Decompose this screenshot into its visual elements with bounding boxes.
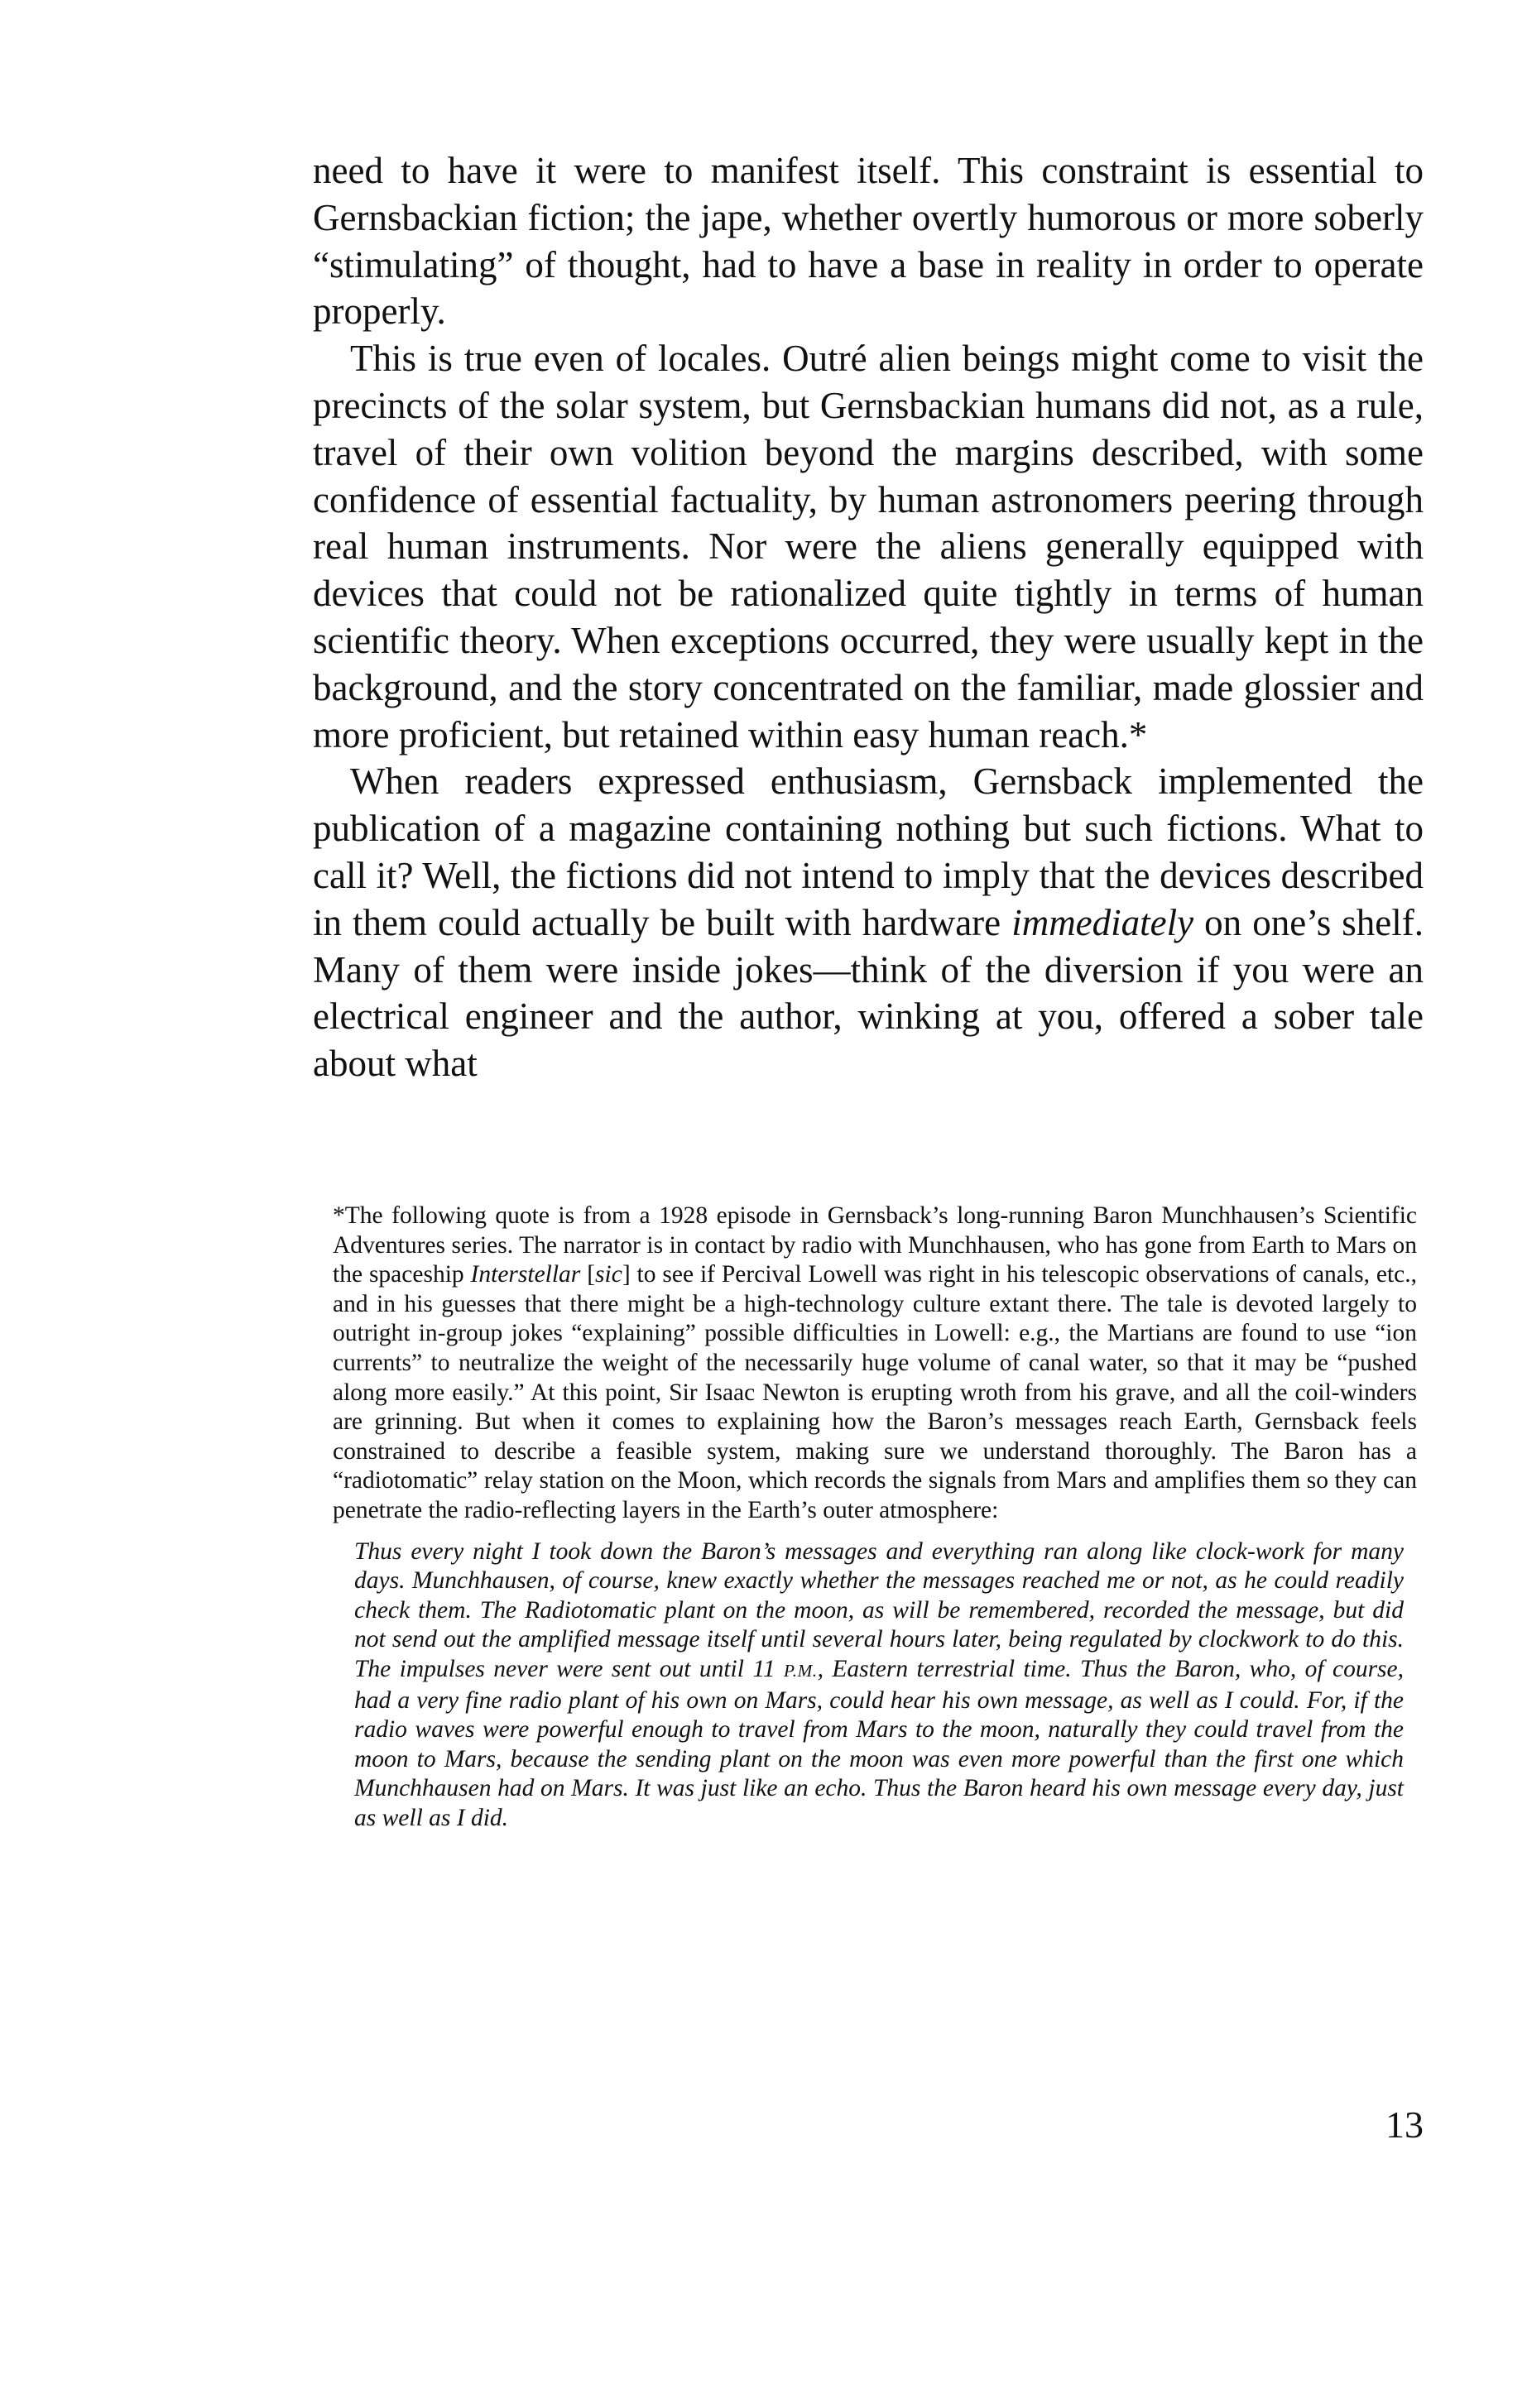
ship-name: Interstellar bbox=[470, 1261, 581, 1288]
quote-part-1: Thus every night I took down the Baron’s messages and everything ran along like clock-work for many days. Munchhausen, of course, knew exactly whether the messages reached me or not, as he could readily check them. The Radiotomatic plant on the moon, as will be remembered, recorded the message, but did not send out the amplified message itself until several hours later, being regulated by clockwork to do this. The impulses never were sent out until 11 bbox=[354, 1537, 1404, 1682]
block-quote bbox=[333, 1537, 1417, 1834]
footnote-part-1: *The following quote is from a 1928 episode in Gernsback’s long-running Baron Munchhausen’s Scientific Adventures series. The narrator is in contact by radio with Munchhausen, who has gone from Earth to Mars on the spaceship bbox=[333, 1202, 1417, 1288]
paragraph-3-start: When readers expressed enthusiasm, Gernsback implemented the publication of a magazine containing nothing but such fictions. What to call it? Well, the fictions did not intend to imply that the devices described in them could actually be built with hardware bbox=[313, 760, 1424, 943]
footnote bbox=[333, 1202, 1417, 1833]
page-number: 13 bbox=[1385, 2103, 1424, 2146]
paragraph-2: This is true even of locales. Outré alien beings might come to visit the precincts of the solar system, but Gernsbackian humans did not, as a rule, travel of their own volition beyond the margins described, with some confidence of essential factuality, by human astronomers peering through real human instruments. Nor were the aliens generally equipped with devices that could not be rationalized quite tightly in terms of human scientific theory. When exceptions occurred, they were usually kept in the background, and the story concentrated on the familiar, made glossier and more proficient, but retained within easy human reach.* bbox=[313, 338, 1424, 755]
sic-note: sic bbox=[595, 1261, 622, 1288]
emphasis-immediately: immediately bbox=[1011, 901, 1194, 943]
quote-pm: P.M. bbox=[784, 1660, 818, 1681]
paragraph-3 bbox=[313, 758, 1424, 1087]
quote-part-2: , Eastern terrestrial time. Thus the Baron, who, of course, had a very fine radio plant of his own on Mars, could hear his own message, as well as I could. For, if the radio waves were powerful enough to travel from Mars to the moon, naturally they could travel from the moon to Mars, because the sending plant on the moon was even more powerful than the first one which Munchhausen had on Mars. It was just like an echo. Thus the Baron heard his own message every day, just as well as I did. bbox=[354, 1655, 1404, 1831]
paragraph-1: need to have it were to manifest itself. This constraint is essential to Gernsbackian fiction; the jape, whether overtly humorous or more soberly “stimulating” of thought, had to have a base in reality in order to operate properly. bbox=[313, 150, 1424, 333]
bracket-open: [ bbox=[580, 1261, 596, 1288]
footnote-text bbox=[333, 1202, 1417, 1526]
footnote-part-2: ] to see if Percival Lowell was right in his telescopic observations of canals, etc., and in his guesses that there might be a high-technology culture extant there. The tale is devoted largely to outright in-group jokes “explaining” possible difficulties in Lowell: e.g., the Martians are found to use “ion currents” to neutralize the weight of the necessarily huge volume of canal water, so that it may be “pushed along more easily.” At this point, Sir Isaac Newton is erupting wroth from his grave, and all the coil-winders are grinning. But when it comes to explaining how the Baron’s messages reach Earth, Gernsback feels constrained to describe a feasible system, making sure we understand thoroughly. The Baron has a “radiotomatic” relay station on the Moon, which records the signals from Mars and amplifies them so they can penetrate the radio-reflecting layers in the Earth’s outer atmosphere: bbox=[333, 1261, 1417, 1523]
paragraph-3-end: on one’s shelf. Many of them were inside jokes—think of the diversion if you were an electrical engineer and the author, winking at you, offered a sober tale about what bbox=[313, 901, 1424, 1085]
main-text bbox=[313, 147, 1424, 1087]
